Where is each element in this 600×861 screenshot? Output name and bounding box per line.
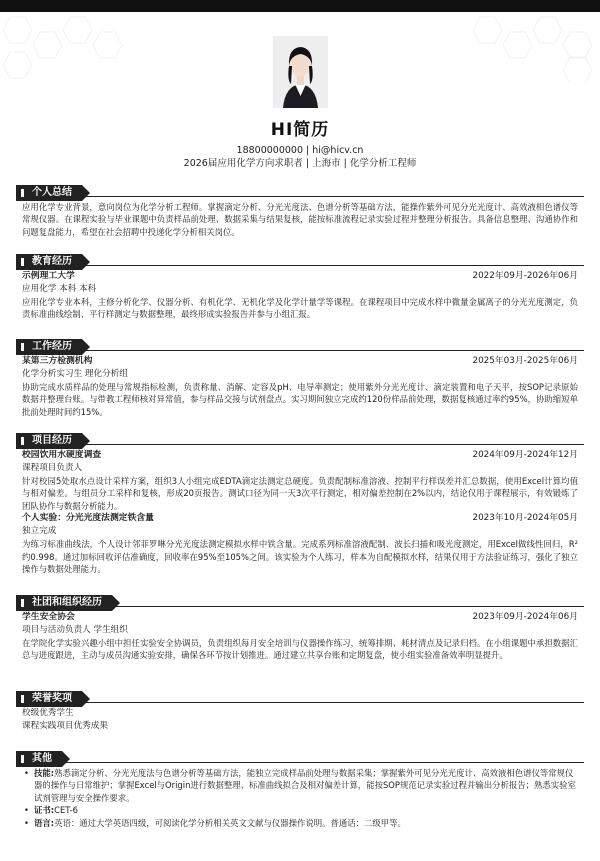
item-label: 技能: bbox=[34, 768, 55, 778]
project-role: 独立完成 bbox=[22, 526, 57, 537]
work-text: 协助完成水质样品的处理与常规指标检测，负责称量、消解、定容及pH、电导率测定；使用紫外分光光度计、滴定装置和电子天平，按SOP记录原始数据并整理台账。与带教工程师核对异常值，参与样品交接与试剂盘点。实习期间独立完成约120份样品前处理，数据复核通过率约95%，协助缩短单批前处理时间约15%。 bbox=[22, 382, 578, 417]
project-text: 针对校园5处取水点设计采样方案，组织3人小组完成EDTA滴定法测定总硬度。负责配制标准溶液、控制平行样误差并汇总数据，使用Excel计算均值与相对偏差。与组员分工采样和复核，形成20页报告。测试口径为同一天3次平行测定，相对偏差控制在2%以内，结论仅用于课程展示，有效锻炼了团队协作与数据分析能力。 bbox=[22, 476, 578, 511]
skills-item bbox=[22, 767, 578, 804]
degree-info: 应用化学 本科 本科 bbox=[22, 284, 97, 294]
other-section bbox=[16, 746, 584, 829]
resume-header bbox=[0, 118, 600, 170]
work-section bbox=[16, 334, 584, 418]
education-date: 2022年09月-2026年06月 bbox=[472, 271, 578, 281]
certificate-item bbox=[22, 804, 578, 816]
hexagon-pattern-decoration bbox=[0, 12, 150, 82]
summary-section bbox=[16, 180, 584, 238]
item-text: 英语：通过大学英语四级，可阅读化学分析相关英文文献与仪器操作说明。普通话：二级甲等。 bbox=[54, 817, 406, 828]
work-role: 化学分析实习生 理化分析组 bbox=[22, 369, 128, 379]
section-header bbox=[16, 180, 584, 197]
company-name: 某第三方检测机构 bbox=[22, 356, 93, 366]
contact-info: 18800000000 | hi@hicv.cn bbox=[236, 145, 364, 156]
campus-role: 项目与活动负责人 学生组织 bbox=[22, 625, 128, 635]
project-row bbox=[22, 449, 578, 462]
hexagon-pattern-decoration bbox=[450, 12, 600, 82]
project-row bbox=[22, 512, 578, 525]
section-header bbox=[16, 249, 584, 266]
candidate-name: HI简历 bbox=[270, 120, 330, 140]
section-header bbox=[16, 590, 584, 607]
honors-section bbox=[16, 686, 584, 733]
work-row bbox=[22, 355, 578, 368]
language-item bbox=[22, 817, 578, 829]
campus-text: 在学院化学实验兴趣小组中担任实验安全协调员，负责组织每月安全培训与仪器操作练习，统筹排期、耗材清点及记录归档。在小组课题中承担数据汇总与进度跟进，主动与成员沟通实验安排，确保各环节按计划推进。通过建立共享台账和定期复盘，使小组实验准备效率明显提升。 bbox=[22, 638, 578, 661]
education-section bbox=[16, 249, 584, 321]
campus-date: 2023年09月-2024年06月 bbox=[472, 612, 578, 622]
work-date: 2025年03月-2025年06月 bbox=[472, 356, 578, 366]
project-name: 校园饮用水硬度调查 bbox=[22, 450, 102, 460]
section-header bbox=[16, 428, 584, 445]
item-text: 熟悉滴定分析、分光光度法与色谱分析等基础方法，能独立完成样品前处理与数据采集；掌握紫外可见分光光度计、高效液相色谱仪等常规仪器的操作与日常维护；掌握Excel与Origin进行数据整理、标准曲线拟合及相对偏差计算，能按SOP规范记录实验过程并输出分析报告；熟悉实验室试剂管理与安全操作要求。 bbox=[34, 768, 576, 803]
project-date: 2023年10月-2024年05月 bbox=[472, 513, 578, 524]
job-intent: 2026届应用化学方向求职者 | 上海市 | 化学分析工程师 bbox=[183, 158, 417, 169]
section-title: 个人总结 bbox=[16, 185, 82, 201]
campus-row bbox=[22, 611, 578, 624]
project-role: 课程项目负责人 bbox=[22, 463, 83, 473]
honor-item: 校级优秀学生 bbox=[22, 708, 74, 718]
item-label: 证书: bbox=[34, 805, 55, 816]
project-name: 个人实验：分光光度法测定铁含量 bbox=[22, 513, 154, 524]
top-bar bbox=[0, 0, 600, 12]
project-date: 2024年09月-2024年12月 bbox=[472, 450, 578, 460]
projects-section bbox=[16, 428, 584, 575]
section-title: 社团和组织经历 bbox=[16, 595, 112, 611]
section-header bbox=[16, 334, 584, 351]
organization-name: 学生安全协会 bbox=[22, 612, 75, 622]
section-title: 其他 bbox=[16, 751, 62, 767]
section-header bbox=[16, 686, 584, 703]
honor-item: 课程实践项目优秀成果 bbox=[22, 721, 108, 731]
section-title: 教育经历 bbox=[16, 254, 82, 270]
section-title: 荣誉奖项 bbox=[16, 691, 82, 707]
education-text: 应用化学专业本科，主修分析化学、仪器分析、有机化学、无机化学及化学计量学等课程。在课程项目中完成水样中微量金属离子的分光光度测定，负责标准曲线绘制、平行样测定与数据整理，最终形成实验报告并参与小组汇报。 bbox=[22, 297, 578, 320]
education-row bbox=[22, 270, 578, 283]
summary-text: 应用化学专业背景，意向岗位为化学分析工程师。掌握滴定分析、分光光度法、色谱分析等基础方法，能操作紫外可见分光光度计、高效液相色谱仪等常规仪器。在课程实验与毕业课题中负责样品前处理、数据采集与结果复核，能按标准流程记录实验过程并整理分析报告。具备信息整理、沟通协作和问题复盘能力，希望在社会招聘中投递化学分析相关岗位。 bbox=[22, 202, 578, 237]
section-title: 工作经历 bbox=[16, 339, 82, 355]
item-label: 语言: bbox=[34, 817, 55, 828]
section-title: 项目经历 bbox=[16, 433, 82, 449]
campus-section bbox=[16, 590, 584, 662]
item-text: CET-6 bbox=[54, 805, 78, 816]
school-name: 示例理工大学 bbox=[22, 271, 75, 281]
project-text: 为练习标准曲线法，个人设计邻菲罗啉分光光度法测定模拟水样中铁含量。完成系列标准溶液配制、波长扫描和吸光度测定，用Excel做线性回归，R²约0.998。通过加标回收评估准确度，回收率在95%至105%之间。该实验为个人练习，样本为自配模拟水样，结果仅用于方法验证练习，强化了独立操作与数据处理能力。 bbox=[22, 539, 578, 575]
section-header bbox=[16, 746, 584, 763]
profile-photo bbox=[273, 36, 328, 108]
